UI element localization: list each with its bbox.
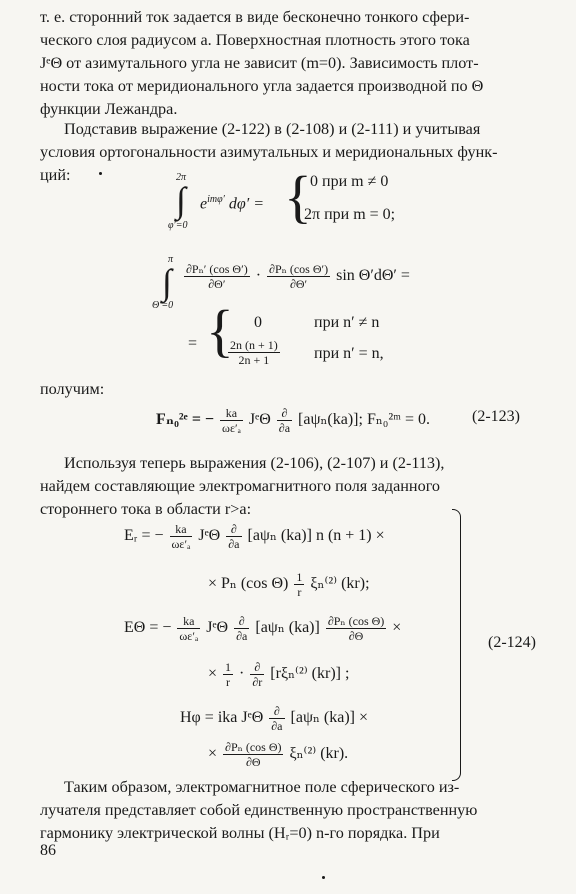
fraction: $\frac{\text{∂Pₙ (cos Θ′)}}{\partial\Theta'}$	[269, 262, 329, 291]
hphi-line-2: × $\frac{\text{∂Pₙ (cos Θ)}}{\partial\Theta}$ ξₙ⁽²⁾ (kr).	[208, 740, 349, 769]
er-line-2: × Pₙ (cos Θ) $\frac{1}{r}$ ξₙ⁽²⁾ (kr);	[208, 570, 370, 599]
equation-number: (2-124)	[488, 634, 536, 651]
er-line-1: Eᵣ = − $\frac{ka}{\text{ωε′ₐ}}$ JᵉΘ $\frac{\partial}{\partial a}$ [aψₙ (ka)] n (n + 1) ×	[124, 522, 385, 551]
etheta-line-1: EΘ = − $\frac{ka}{\text{ωε′ₐ}}$ JᵉΘ $\frac{\partial}{\partial a}$ [aψₙ (ka)] $\frac{\text{∂Pₙ (cos Θ)}}{\partial\Theta}$ ×	[124, 614, 402, 643]
speck	[99, 172, 102, 175]
poluchim-text: получим:	[40, 380, 105, 398]
text-line: Таким образом, электромагнитное поле сферического из-	[64, 778, 460, 796]
text-line: условия ортогональности азимутальных и меридиональных функ-	[40, 143, 498, 161]
fraction: $\frac{2n (n + 1)}{2n + 1}$	[230, 338, 278, 367]
integral-sign: ∫	[176, 180, 186, 220]
text-line: т. е. сторонний ток задается в виде бесконечно тонкого сфери-	[40, 8, 470, 26]
hphi-line-1: Hφ = ika JᵉΘ $\frac{\partial}{\partial a}$ [aψₙ (ka)] ×	[180, 704, 368, 733]
paragraph-4	[40, 776, 540, 845]
equals: =	[188, 335, 198, 352]
integrand: $e^{im\varphi'}$ dφ′ =	[200, 194, 264, 213]
etheta-line-2: × $\frac{1}{r}$ · $\frac{\partial}{\partial r}$ [rξₙ⁽²⁾ (kr)] ;	[208, 660, 350, 689]
case-1-value: 0	[254, 314, 262, 331]
right-brace	[450, 517, 461, 773]
equation-number: (2-123)	[472, 408, 520, 425]
paragraph-3	[40, 452, 540, 521]
fraction: $\frac{\text{∂Pₙ′ (cos Θ′)}}{\partial\Theta'}$	[186, 262, 248, 291]
text-line: Подставив выражение (2-122) в (2-108) и (2-111) и учитывая	[64, 120, 481, 138]
case-2-condition: при n′ = n,	[314, 345, 384, 362]
fraction: $\frac{\partial}{\partial a}$	[278, 406, 291, 435]
case-2-value	[226, 338, 282, 367]
case-1: 0 при m ≠ 0	[310, 173, 389, 190]
lower-limit: φ′=0	[168, 220, 188, 231]
text-line: лучателя представляет собой единственную пространственную	[40, 801, 478, 819]
case-1-condition: при n′ ≠ n	[314, 314, 380, 331]
integral-sign: ∫	[162, 262, 172, 302]
upper-limit: 2π	[176, 172, 187, 183]
text-line: Используя теперь выражения (2-106), (2-107) и (2-113),	[64, 454, 445, 472]
text-line: ций:	[40, 166, 71, 184]
integrand-2: $\frac{\text{∂Pₙ′ (cos Θ′)}}{\partial\Theta'}$ · $\frac{\text{∂Pₙ (cos Θ′)}}{\partial\Theta'}$ sin Θ′dΘ′ =	[186, 262, 410, 291]
page-number: 86	[40, 842, 56, 859]
paragraph-1	[40, 6, 540, 121]
speck	[322, 876, 325, 879]
equation-body: Fₙ₀²ᵉ = − $\frac{ka}{\text{ωε′ₐ}}$ JᵉΘ $\frac{\partial}{\partial a}$ [aψₙ(ka)]; Fₙ₀²ᵐ = 0.	[156, 406, 430, 435]
text-line: стороннего тока в области r>a:	[40, 500, 252, 518]
text-line: ности тока от меридионального угла задается производной по Θ	[40, 77, 484, 95]
brace: {	[284, 164, 312, 229]
upper-limit: π	[168, 254, 174, 265]
fraction: $\frac{ka}{\text{ωε′ₐ}}$	[222, 406, 241, 435]
text-line: ческого слоя радиусом a. Поверхностная плотность этого тока	[40, 31, 470, 49]
text-line: найдем составляющие электромагнитного поля заданного	[40, 477, 441, 495]
text-line: функции Лежандра.	[40, 100, 178, 118]
brace: {	[206, 298, 234, 363]
text-line: гармонику электрической волны (Hᵣ=0) n-го порядка. При	[40, 824, 440, 842]
lower-limit: Θ′=0	[152, 300, 174, 311]
text-line: JᵉΘ от азимутального угла не зависит (m=0). Зависимость плот-	[40, 54, 479, 72]
case-2: 2π при m = 0;	[304, 206, 396, 223]
